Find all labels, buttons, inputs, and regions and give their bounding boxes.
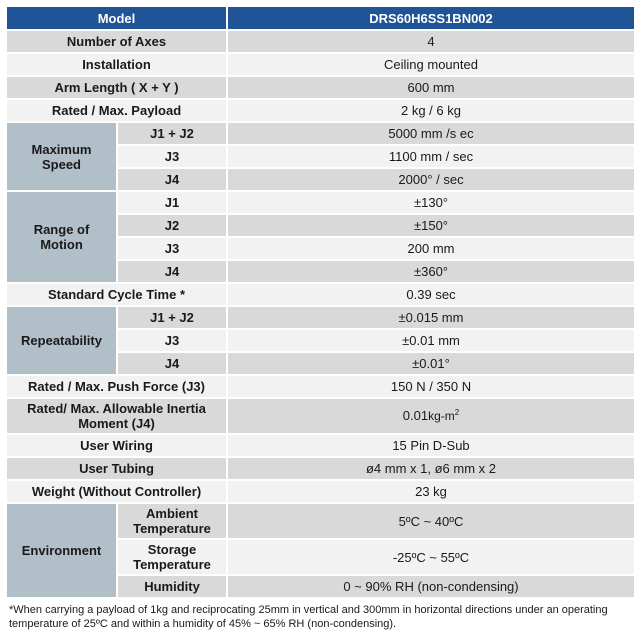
row-motion-j1 [7,192,634,215]
header-label: Model [7,7,228,31]
row-axes [7,31,634,54]
row-user-wiring [7,435,634,458]
spec-table [7,7,634,599]
cycle-time-label: Standard Cycle Time * [7,284,228,307]
row-cycle-time [7,284,634,307]
push-force-value: 150 N / 350 N [228,376,634,399]
speed-group-label: Maximum Speed [7,123,118,192]
ambient-temp-label: Ambient Temperature [118,504,228,540]
axes-label: Number of Axes [7,31,228,54]
user-wiring-label: User Wiring [7,435,228,458]
speed-axis: J1 + J2 [118,123,228,146]
installation-label: Installation [7,54,228,77]
cycle-time-value: 0.39 sec [228,284,634,307]
row-weight [7,481,634,504]
motion-value: ±150° [228,215,634,238]
repeatability-group-label: Repeatability [7,307,118,376]
row-push-force [7,376,634,399]
payload-value: 2 kg / 6 kg [228,100,634,123]
ambient-temp-value: 5ºC ~ 40ºC [228,504,634,540]
weight-value: 23 kg [228,481,634,504]
environment-group-label: Environment [7,504,118,599]
motion-value: ±130° [228,192,634,215]
user-wiring-value: 15 Pin D-Sub [228,435,634,458]
row-inertia [7,399,634,435]
speed-value: 1100 mm / sec [228,146,634,169]
speed-value: 5000 mm /s ec [228,123,634,146]
weight-label: Weight (Without Controller) [7,481,228,504]
motion-axis: J4 [118,261,228,284]
header-row [7,7,634,31]
row-repeat-j1j2 [7,307,634,330]
repeat-axis: J3 [118,330,228,353]
row-installation [7,54,634,77]
humidity-label: Humidity [118,576,228,599]
header-value: DRS60H6SS1BN002 [228,7,634,31]
row-env-ambient [7,504,634,540]
motion-axis: J2 [118,215,228,238]
inertia-value: $0.01kg-m^2$ [228,399,634,435]
axes-value: 4 [228,31,634,54]
repeat-value: ±0.01° [228,353,634,376]
user-tubing-label: User Tubing [7,458,228,481]
motion-value: 200 mm [228,238,634,261]
installation-value: Ceiling mounted [228,54,634,77]
repeat-axis: J4 [118,353,228,376]
storage-temp-value: -25ºC ~ 55ºC [228,540,634,576]
motion-value: ±360° [228,261,634,284]
humidity-value: 0 ~ 90% RH (non-condensing) [228,576,634,599]
payload-label: Rated / Max. Payload [7,100,228,123]
row-arm-length [7,77,634,100]
inertia-label: Rated/ Max. Allowable Inertia Moment (J4) [7,399,228,435]
repeat-axis: J1 + J2 [118,307,228,330]
motion-axis: J1 [118,192,228,215]
speed-value: 2000° / sec [228,169,634,192]
repeat-value: ±0.01 mm [228,330,634,353]
speed-axis: J3 [118,146,228,169]
motion-axis: J3 [118,238,228,261]
push-force-label: Rated / Max. Push Force (J3) [7,376,228,399]
row-speed-j1j2 [7,123,634,146]
user-tubing-value: ø4 mm x 1, ø6 mm x 2 [228,458,634,481]
motion-group-label: Range of Motion [7,192,118,284]
repeat-value: ±0.015 mm [228,307,634,330]
row-payload [7,100,634,123]
footnote: *When carrying a payload of 1kg and reciprocating 25mm in vertical and 300mm in horizontal directions under an operating temperature of 25ºC and within a humidity of 45% ~ 65% RH (non-condensing). [9,604,608,630]
arm-length-value: 600 mm [228,77,634,100]
arm-length-label: Arm Length ( X + Y ) [7,77,228,100]
storage-temp-label: Storage Temperature [118,540,228,576]
speed-axis: J4 [118,169,228,192]
row-user-tubing [7,458,634,481]
